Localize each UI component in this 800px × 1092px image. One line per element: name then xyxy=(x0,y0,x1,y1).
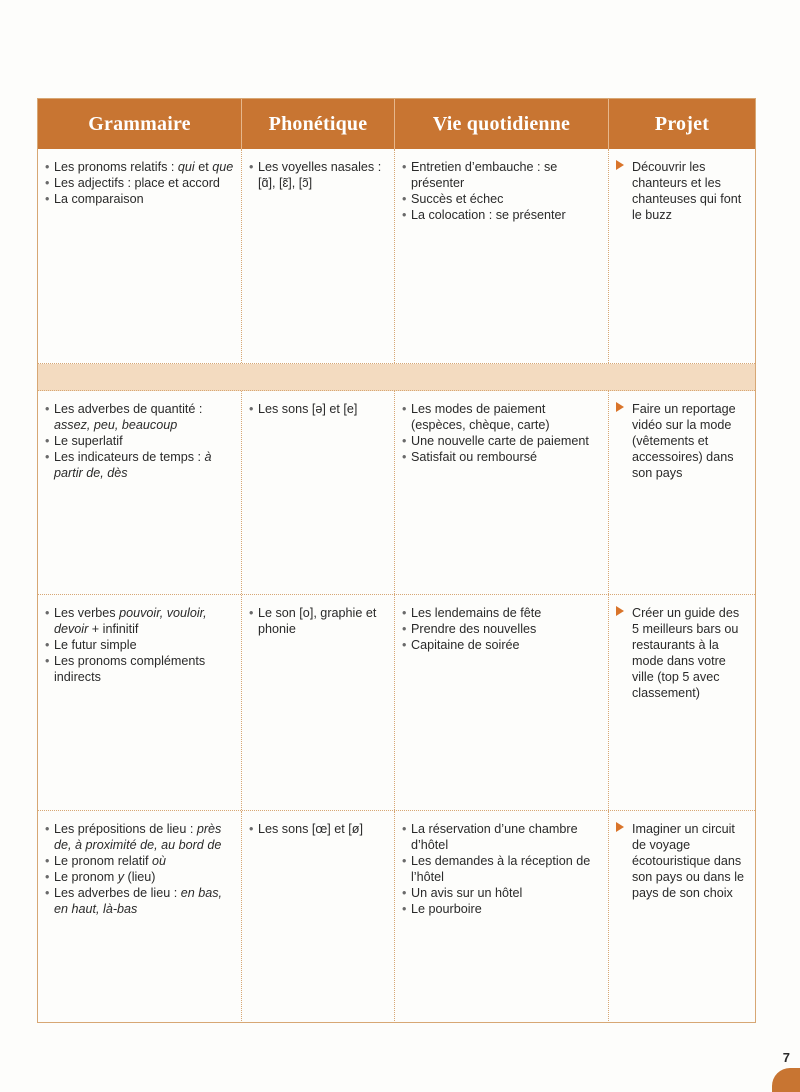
text-segment: et xyxy=(194,160,213,174)
text-segment: Le pronom xyxy=(54,870,118,884)
table-row xyxy=(38,391,755,595)
table-row xyxy=(38,149,755,364)
projet-item xyxy=(616,821,749,901)
list-item xyxy=(249,401,388,417)
triangle-right-icon xyxy=(616,160,624,170)
list-item xyxy=(45,885,235,917)
header-phonetique: Phonétique xyxy=(242,99,395,149)
list-item xyxy=(45,869,235,885)
list-item: • Capitaine de soirée xyxy=(402,637,602,653)
list-item: • Une nouvelle carte de paiement xyxy=(402,433,602,449)
text-segment: La comparaison xyxy=(54,192,144,206)
projet-cell xyxy=(609,811,755,1021)
projet-text: Créer un guide des 5 meilleurs bars ou restaurants à la mode dans votre ville (top 5 avec classement) xyxy=(632,606,740,700)
text-segment: Les voyelles nasales : [ɑ̃], [ɛ̃], [ɔ̃] xyxy=(258,160,382,190)
table-header-row xyxy=(38,99,755,149)
projet-cell xyxy=(609,391,755,594)
projet-cell xyxy=(609,149,755,363)
table-row xyxy=(38,811,755,1021)
triangle-right-icon xyxy=(616,822,624,832)
list-item: • Les lendemains de fête xyxy=(402,605,602,621)
italic-text: y xyxy=(117,870,125,884)
italic-text: à partir de, dès xyxy=(54,450,212,480)
list-item xyxy=(45,605,235,637)
table-row xyxy=(38,595,755,811)
grammaire-cell xyxy=(38,595,242,810)
grammaire-cell xyxy=(38,811,242,1021)
header-vie-quotidienne: Vie quotidienne xyxy=(395,99,609,149)
phonetique-cell xyxy=(242,595,395,810)
section-divider-band xyxy=(38,364,755,391)
list-item: • Succès et échec xyxy=(402,191,602,207)
curriculum-table xyxy=(37,98,756,1023)
text-segment: Les verbes xyxy=(54,606,120,620)
text-segment: Les adjectifs : place et accord xyxy=(54,176,220,190)
list-item xyxy=(249,605,388,637)
text-segment: Les adverbes de lieu : xyxy=(54,886,181,900)
triangle-right-icon xyxy=(616,402,624,412)
list-item xyxy=(45,159,235,175)
text-segment: + infinitif xyxy=(88,622,139,636)
list-item: • Satisfait ou remboursé xyxy=(402,449,602,465)
italic-text: où xyxy=(152,854,167,868)
list-item xyxy=(45,821,235,853)
grammaire-cell xyxy=(38,149,242,363)
list-item: • La réservation d’une chambre d’hôtel xyxy=(402,821,602,853)
text-segment: Les sons [œ] et [ø] xyxy=(258,822,363,836)
list-item xyxy=(45,853,235,869)
list-item xyxy=(45,637,235,653)
page-number: 7 xyxy=(782,1050,790,1065)
vie-quotidienne-cell xyxy=(395,149,609,363)
list-item xyxy=(249,159,388,191)
text-segment: Le futur simple xyxy=(54,638,137,652)
italic-text: que xyxy=(212,160,234,174)
projet-item xyxy=(616,401,749,481)
projet-cell xyxy=(609,595,755,810)
text-segment: Les adverbes de quantité : xyxy=(54,402,203,416)
list-item: • Le pourboire xyxy=(402,901,602,917)
projet-item xyxy=(616,605,749,701)
phonetique-cell xyxy=(242,811,395,1021)
page-corner-tab xyxy=(772,1068,800,1092)
text-segment: Les prépositions de lieu : xyxy=(54,822,197,836)
vie-quotidienne-cell xyxy=(395,391,609,594)
list-item: • Entretien d’embauche : se présenter xyxy=(402,159,602,191)
phonetique-cell xyxy=(242,149,395,363)
italic-text: près de, à proximité de, au bord de xyxy=(54,822,222,852)
italic-text: qui xyxy=(177,160,195,174)
list-item xyxy=(45,191,235,207)
header-projet: Projet xyxy=(654,112,710,135)
italic-text: en bas, en haut, là-bas xyxy=(54,886,223,916)
text-segment: Les pronoms relatifs : xyxy=(54,160,178,174)
text-segment: Le son [o], graphie et phonie xyxy=(258,606,377,636)
list-item xyxy=(45,401,235,433)
list-item xyxy=(45,433,235,449)
list-item: • Les demandes à la réception de l’hôtel xyxy=(402,853,602,885)
list-item: • Prendre des nouvelles xyxy=(402,621,602,637)
vie-quotidienne-cell xyxy=(395,811,609,1021)
projet-text: Imaginer un circuit de voyage écotouristique dans son pays ou dans le pays de son choix xyxy=(632,822,745,900)
text-segment: (lieu) xyxy=(124,870,156,884)
list-item: • Les modes de paiement (espèces, chèque, carte) xyxy=(402,401,602,433)
list-item xyxy=(249,821,388,837)
list-item xyxy=(45,653,235,685)
list-item: • Un avis sur un hôtel xyxy=(402,885,602,901)
text-segment: Le pronom relatif xyxy=(54,854,153,868)
phonetique-cell xyxy=(242,391,395,594)
projet-text: Découvrir les chanteurs et les chanteuses qui font le buzz xyxy=(632,160,742,222)
list-item xyxy=(45,449,235,481)
text-segment: Les indicateurs de temps : xyxy=(54,450,205,464)
projet-item xyxy=(616,159,749,223)
text-segment: Les pronoms compléments indirects xyxy=(54,654,206,684)
italic-text: assez, peu, beaucoup xyxy=(54,418,178,432)
list-item: • La colocation : se présenter xyxy=(402,207,602,223)
italic-text: pouvoir, vouloir, devoir xyxy=(54,606,207,636)
vie-quotidienne-cell xyxy=(395,595,609,810)
list-item xyxy=(45,175,235,191)
projet-text: Faire un reportage vidéo sur la mode (vêtements et accessoires) dans son pays xyxy=(632,402,736,480)
text-segment: Les sons [ə] et [e] xyxy=(258,402,358,416)
header-grammaire: Grammaire xyxy=(38,99,242,149)
grammaire-cell xyxy=(38,391,242,594)
triangle-right-icon xyxy=(616,606,624,616)
text-segment: Le superlatif xyxy=(54,434,123,448)
